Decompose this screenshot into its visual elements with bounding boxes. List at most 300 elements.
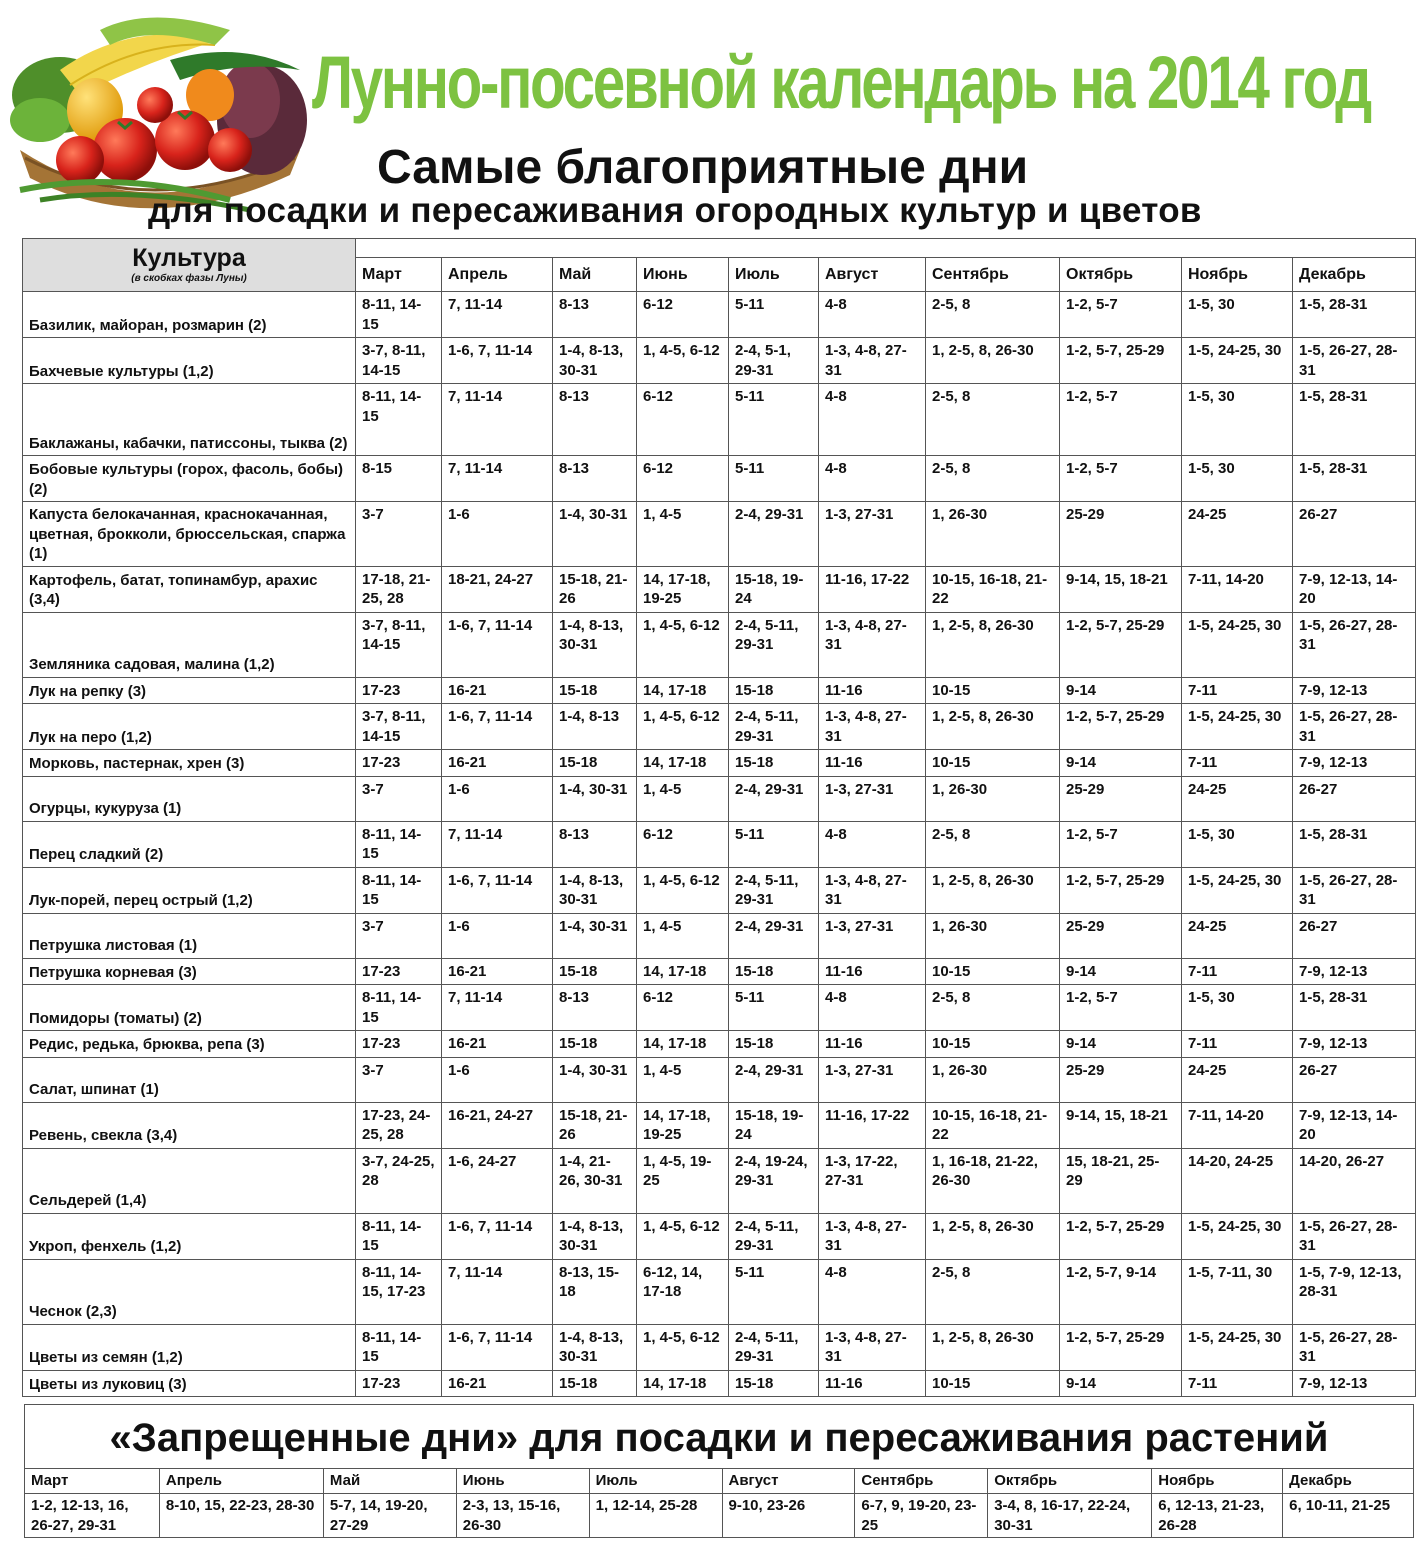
- favorable-days-cell: 1-5, 24-25, 30: [1182, 704, 1293, 750]
- favorable-days-cell: 1-6: [442, 913, 553, 958]
- favorable-days-cell: 1-6: [442, 502, 553, 567]
- forbidden-days-cell: 6-7, 9, 19-20, 23-25: [855, 1494, 988, 1538]
- favorable-days-cell: 4-8: [819, 292, 926, 338]
- favorable-days-cell: 7, 11-14: [442, 456, 553, 502]
- favorable-days-cell: 8-15: [356, 456, 442, 502]
- favorable-days-cell: 9-14: [1060, 1031, 1182, 1058]
- favorable-days-cell: 1, 4-5: [637, 1057, 729, 1102]
- table-row: [23, 985, 1416, 1031]
- favorable-days-cell: 1, 4-5, 6-12: [637, 612, 729, 677]
- favorable-days-cell: 7, 11-14: [442, 985, 553, 1031]
- favorable-days-cell: 16-21: [442, 958, 553, 985]
- favorable-days-cell: 6-12: [637, 821, 729, 867]
- favorable-days-cell: 1-6, 24-27: [442, 1148, 553, 1213]
- table-row: [23, 1148, 1416, 1213]
- favorable-days-cell: 15-18: [553, 958, 637, 985]
- culture-name: Баклажаны, кабачки, патиссоны, тыква (2): [23, 384, 356, 456]
- favorable-days-cell: 6-12: [637, 292, 729, 338]
- favorable-days-cell: 16-21, 24-27: [442, 1102, 553, 1148]
- favorable-days-cell: 8-11, 14-15, 17-23: [356, 1259, 442, 1324]
- culture-name: Земляника садовая, малина (1,2): [23, 612, 356, 677]
- table-row: [23, 913, 1416, 958]
- favorable-days-cell: 1-6, 7, 11-14: [442, 338, 553, 384]
- favorable-days-cell: 6-12: [637, 456, 729, 502]
- favorable-days-cell: 24-25: [1182, 502, 1293, 567]
- month-header: Март: [356, 258, 442, 292]
- favorable-days-cell: 1-4, 21-26, 30-31: [553, 1148, 637, 1213]
- favorable-days-cell: 26-27: [1293, 913, 1416, 958]
- favorable-days-cell: 1, 4-5, 19-25: [637, 1148, 729, 1213]
- month-header: Май: [553, 258, 637, 292]
- favorable-days-cell: 17-23: [356, 1370, 442, 1397]
- favorable-days-cell: 9-14: [1060, 677, 1182, 704]
- favorable-days-cell: 1-6: [442, 776, 553, 821]
- favorable-days-cell: 7-11, 14-20: [1182, 566, 1293, 612]
- month-header: Декабрь: [1293, 258, 1416, 292]
- favorable-days-cell: 17-23: [356, 677, 442, 704]
- table-row: [23, 384, 1416, 456]
- table-row: [23, 566, 1416, 612]
- favorable-days-cell: 1-3, 27-31: [819, 502, 926, 567]
- favorable-days-cell: 14-20, 26-27: [1293, 1148, 1416, 1213]
- table-row: [23, 1031, 1416, 1058]
- favorable-days-cell: 8-11, 14-15: [356, 1213, 442, 1259]
- forbidden-month-header: Сентябрь: [855, 1469, 988, 1494]
- favorable-days-cell: 17-23: [356, 750, 442, 777]
- favorable-days-cell: 17-23: [356, 1031, 442, 1058]
- month-header: Июль: [729, 258, 819, 292]
- table-row: [23, 612, 1416, 677]
- favorable-days-cell: 5-11: [729, 384, 819, 456]
- favorable-days-cell: 5-11: [729, 292, 819, 338]
- favorable-days-cell: 1, 4-5, 6-12: [637, 338, 729, 384]
- month-header: Ноябрь: [1182, 258, 1293, 292]
- favorable-days-cell: 8-11, 14-15: [356, 821, 442, 867]
- table-row: [23, 1057, 1416, 1102]
- favorable-days-cell: 1, 26-30: [926, 1057, 1060, 1102]
- favorable-days-cell: 1-5, 26-27, 28-31: [1293, 1213, 1416, 1259]
- month-header: Сентябрь: [926, 258, 1060, 292]
- favorable-days-cell: 1-5, 30: [1182, 821, 1293, 867]
- favorable-days-cell: 4-8: [819, 384, 926, 456]
- favorable-days-cell: 11-16: [819, 958, 926, 985]
- favorable-days-cell: 1, 4-5, 6-12: [637, 867, 729, 913]
- favorable-days-cell: 2-4, 5-11, 29-31: [729, 1213, 819, 1259]
- favorable-days-cell: 7-11: [1182, 1031, 1293, 1058]
- favorable-days-cell: 1-5, 7-9, 12-13, 28-31: [1293, 1259, 1416, 1324]
- favorable-days-cell: 1-2, 5-7: [1060, 384, 1182, 456]
- favorable-days-cell: 7, 11-14: [442, 1259, 553, 1324]
- favorable-days-cell: 1-5, 26-27, 28-31: [1293, 612, 1416, 677]
- favorable-days-cell: 1-6, 7, 11-14: [442, 867, 553, 913]
- vegetable-basket-icon: [0, 0, 318, 222]
- month-header: Август: [819, 258, 926, 292]
- favorable-days-cell: 5-11: [729, 1259, 819, 1324]
- culture-name: Сельдерей (1,4): [23, 1148, 356, 1213]
- favorable-days-cell: 5-11: [729, 456, 819, 502]
- favorable-days-cell: 1-5, 24-25, 30: [1182, 338, 1293, 384]
- favorable-days-cell: 1-2, 5-7, 25-29: [1060, 338, 1182, 384]
- forbidden-days-cell: 9-10, 23-26: [722, 1494, 855, 1538]
- forbidden-days-cell: 1-2, 12-13, 16, 26-27, 29-31: [25, 1494, 160, 1538]
- table-row: [23, 958, 1416, 985]
- forbidden-days-cell: 3-4, 8, 16-17, 22-24, 30-31: [988, 1494, 1152, 1538]
- favorable-days-cell: 4-8: [819, 1259, 926, 1324]
- favorable-days-cell: 1-6, 7, 11-14: [442, 1213, 553, 1259]
- page-title: Лунно-посевной календарь на 2014 год: [312, 41, 1370, 124]
- favorable-days-cell: 1-5, 26-27, 28-31: [1293, 867, 1416, 913]
- culture-name: Помидоры (томаты) (2): [23, 985, 356, 1031]
- favorable-days-cell: 10-15, 16-18, 21-22: [926, 566, 1060, 612]
- favorable-days-cell: 7-11: [1182, 677, 1293, 704]
- favorable-days-cell: 1-4, 8-13, 30-31: [553, 1213, 637, 1259]
- calendar-table: [22, 238, 1416, 1397]
- favorable-days-cell: 7, 11-14: [442, 821, 553, 867]
- favorable-days-cell: 1, 4-5: [637, 502, 729, 567]
- favorable-days-cell: 1-4, 8-13, 30-31: [553, 338, 637, 384]
- favorable-days-cell: 9-14: [1060, 958, 1182, 985]
- favorable-days-cell: 15-18: [729, 1370, 819, 1397]
- favorable-days-cell: 1, 2-5, 8, 26-30: [926, 338, 1060, 384]
- favorable-days-cell: 2-4, 29-31: [729, 502, 819, 567]
- culture-name: Петрушка корневая (3): [23, 958, 356, 985]
- favorable-days-cell: 1-6, 7, 11-14: [442, 612, 553, 677]
- favorable-days-cell: 1-5, 30: [1182, 456, 1293, 502]
- favorable-days-cell: 1-5, 24-25, 30: [1182, 1324, 1293, 1370]
- favorable-days-cell: 2-5, 8: [926, 821, 1060, 867]
- favorable-days-cell: 15-18, 21-26: [553, 1102, 637, 1148]
- culture-name: Лук-порей, перец острый (1,2): [23, 867, 356, 913]
- favorable-days-cell: 2-5, 8: [926, 384, 1060, 456]
- favorable-days-cell: 11-16, 17-22: [819, 566, 926, 612]
- favorable-days-cell: 24-25: [1182, 776, 1293, 821]
- table-row: [23, 456, 1416, 502]
- favorable-days-cell: 1, 2-5, 8, 26-30: [926, 612, 1060, 677]
- favorable-days-cell: 6-12, 14, 17-18: [637, 1259, 729, 1324]
- favorable-days-cell: 1, 26-30: [926, 913, 1060, 958]
- culture-name: Укроп, фенхель (1,2): [23, 1213, 356, 1259]
- culture-name: Цветы из семян (1,2): [23, 1324, 356, 1370]
- favorable-days-cell: 8-11, 14-15: [356, 1324, 442, 1370]
- favorable-days-cell: 2-4, 29-31: [729, 1057, 819, 1102]
- favorable-days-cell: 15-18: [553, 750, 637, 777]
- forbidden-table: [24, 1468, 1414, 1538]
- favorable-days-cell: 3-7, 8-11, 14-15: [356, 612, 442, 677]
- favorable-days-cell: 7-11: [1182, 1370, 1293, 1397]
- section-subtitle: для посадки и пересаживания огородных культур и цветов: [148, 191, 1202, 230]
- favorable-days-cell: 15-18: [553, 677, 637, 704]
- favorable-days-cell: 1-6, 7, 11-14: [442, 1324, 553, 1370]
- forbidden-days-cell: 8-10, 15, 22-23, 28-30: [159, 1494, 323, 1538]
- favorable-days-cell: 7-9, 12-13: [1293, 1370, 1416, 1397]
- favorable-days-cell: 1, 26-30: [926, 502, 1060, 567]
- culture-name: Перец сладкий (2): [23, 821, 356, 867]
- table-row: [23, 502, 1416, 567]
- favorable-days-cell: 1-5, 26-27, 28-31: [1293, 704, 1416, 750]
- forbidden-month-header: Июнь: [456, 1469, 589, 1494]
- favorable-days-cell: 1-5, 28-31: [1293, 292, 1416, 338]
- favorable-days-cell: 1-3, 4-8, 27-31: [819, 1213, 926, 1259]
- forbidden-month-row: [25, 1469, 1414, 1494]
- table-row: [23, 821, 1416, 867]
- favorable-days-cell: 10-15: [926, 958, 1060, 985]
- favorable-days-cell: 9-14: [1060, 1370, 1182, 1397]
- favorable-days-cell: 15-18: [553, 1370, 637, 1397]
- favorable-days-cell: 1, 2-5, 8, 26-30: [926, 867, 1060, 913]
- table-row: [23, 1370, 1416, 1397]
- forbidden-month-header: Декабрь: [1283, 1469, 1414, 1494]
- favorable-days-cell: 1-4, 8-13, 30-31: [553, 1324, 637, 1370]
- favorable-days-cell: 7, 11-14: [442, 292, 553, 338]
- table-row: [23, 677, 1416, 704]
- favorable-days-cell: 1-2, 5-7: [1060, 292, 1182, 338]
- favorable-days-cell: 2-4, 5-11, 29-31: [729, 867, 819, 913]
- favorable-days-cell: 7-9, 12-13: [1293, 1031, 1416, 1058]
- favorable-days-cell: 1-2, 5-7, 25-29: [1060, 1324, 1182, 1370]
- favorable-days-cell: 15-18: [553, 1031, 637, 1058]
- table-row: [23, 1324, 1416, 1370]
- table-row: [23, 776, 1416, 821]
- favorable-days-cell: 15-18, 19-24: [729, 566, 819, 612]
- favorable-days-cell: 1-6, 7, 11-14: [442, 704, 553, 750]
- favorable-days-cell: 1-3, 4-8, 27-31: [819, 338, 926, 384]
- favorable-days-cell: 1-2, 5-7, 25-29: [1060, 867, 1182, 913]
- culture-name: Огурцы, кукуруза (1): [23, 776, 356, 821]
- favorable-days-cell: 15-18: [729, 677, 819, 704]
- forbidden-days-cell: 6, 10-11, 21-25: [1283, 1494, 1414, 1538]
- favorable-days-cell: 16-21: [442, 1370, 553, 1397]
- favorable-days-cell: 2-4, 5-1, 29-31: [729, 338, 819, 384]
- favorable-days-cell: 16-21: [442, 1031, 553, 1058]
- favorable-days-cell: 15-18, 19-24: [729, 1102, 819, 1148]
- favorable-days-cell: 25-29: [1060, 776, 1182, 821]
- favorable-days-cell: 1, 2-5, 8, 26-30: [926, 1324, 1060, 1370]
- favorable-days-cell: 8-11, 14-15: [356, 867, 442, 913]
- favorable-days-cell: 7, 11-14: [442, 384, 553, 456]
- favorable-days-cell: 14, 17-18: [637, 958, 729, 985]
- favorable-days-cell: 4-8: [819, 456, 926, 502]
- favorable-days-cell: 1-5, 26-27, 28-31: [1293, 1324, 1416, 1370]
- favorable-days-cell: 3-7: [356, 502, 442, 567]
- month-header: Апрель: [442, 258, 553, 292]
- favorable-days-cell: 7-9, 12-13: [1293, 677, 1416, 704]
- favorable-days-cell: 1-2, 5-7, 9-14: [1060, 1259, 1182, 1324]
- forbidden-month-header: Май: [323, 1469, 456, 1494]
- favorable-days-cell: 3-7, 8-11, 14-15: [356, 338, 442, 384]
- favorable-days-cell: 1-3, 27-31: [819, 1057, 926, 1102]
- favorable-days-cell: 8-13: [553, 821, 637, 867]
- culture-header-note: (в скобках фазы Луны): [131, 273, 247, 284]
- favorable-days-cell: 10-15: [926, 1031, 1060, 1058]
- favorable-days-cell: 2-5, 8: [926, 1259, 1060, 1324]
- favorable-days-cell: 17-23, 24-25, 28: [356, 1102, 442, 1148]
- table-row: [23, 1259, 1416, 1324]
- favorable-days-cell: 1-5, 28-31: [1293, 985, 1416, 1031]
- favorable-days-cell: 1-4, 30-31: [553, 502, 637, 567]
- table-row: [23, 704, 1416, 750]
- favorable-days-cell: 1, 4-5, 6-12: [637, 1213, 729, 1259]
- forbidden-days-cell: 6, 12-13, 21-23, 26-28: [1152, 1494, 1283, 1538]
- favorable-days-cell: 10-15: [926, 1370, 1060, 1397]
- favorable-days-cell: 26-27: [1293, 776, 1416, 821]
- favorable-days-cell: 2-4, 29-31: [729, 913, 819, 958]
- favorable-days-cell: 1-3, 4-8, 27-31: [819, 612, 926, 677]
- favorable-days-cell: 1-5, 30: [1182, 985, 1293, 1031]
- favorable-days-cell: 18-21, 24-27: [442, 566, 553, 612]
- favorable-days-cell: 4-8: [819, 821, 926, 867]
- forbidden-month-header: Ноябрь: [1152, 1469, 1283, 1494]
- favorable-days-cell: 6-12: [637, 384, 729, 456]
- favorable-days-cell: 3-7: [356, 1057, 442, 1102]
- favorable-days-cell: 1-5, 26-27, 28-31: [1293, 338, 1416, 384]
- favorable-days-cell: 8-13: [553, 292, 637, 338]
- header-blank-band: [356, 239, 1416, 258]
- table-row: [23, 338, 1416, 384]
- favorable-days-cell: 8-11, 14-15: [356, 292, 442, 338]
- favorable-days-cell: 7-11, 14-20: [1182, 1102, 1293, 1148]
- favorable-days-cell: 1-3, 27-31: [819, 776, 926, 821]
- favorable-days-cell: 9-14, 15, 18-21: [1060, 1102, 1182, 1148]
- favorable-days-cell: 1, 26-30: [926, 776, 1060, 821]
- favorable-days-cell: 3-7, 24-25, 28: [356, 1148, 442, 1213]
- favorable-days-cell: 24-25: [1182, 1057, 1293, 1102]
- favorable-days-cell: 25-29: [1060, 502, 1182, 567]
- culture-name: Капуста белокачанная, краснокачанная, цветная, брокколи, брюссельская, спаржа (1): [23, 502, 356, 567]
- favorable-days-cell: 14, 17-18: [637, 1370, 729, 1397]
- culture-name: Бобовые культуры (горох, фасоль, бобы) (2): [23, 456, 356, 502]
- forbidden-month-header: Март: [25, 1469, 160, 1494]
- favorable-days-cell: 17-23: [356, 958, 442, 985]
- favorable-days-cell: 8-11, 14-15: [356, 985, 442, 1031]
- favorable-days-cell: 15-18: [729, 1031, 819, 1058]
- favorable-days-cell: 1-2, 5-7, 25-29: [1060, 704, 1182, 750]
- culture-name: Салат, шпинат (1): [23, 1057, 356, 1102]
- forbidden-month-header: Октябрь: [988, 1469, 1152, 1494]
- culture-name: Петрушка листовая (1): [23, 913, 356, 958]
- favorable-days-cell: 8-11, 14-15: [356, 384, 442, 456]
- culture-name: Базилик, майоран, розмарин (2): [23, 292, 356, 338]
- table-row: [23, 292, 1416, 338]
- favorable-days-cell: 3-7: [356, 776, 442, 821]
- table-row: [23, 750, 1416, 777]
- favorable-days-cell: 14, 17-18: [637, 677, 729, 704]
- favorable-days-cell: 14, 17-18: [637, 750, 729, 777]
- favorable-days-cell: 2-4, 5-11, 29-31: [729, 612, 819, 677]
- favorable-days-cell: 10-15, 16-18, 21-22: [926, 1102, 1060, 1148]
- favorable-days-cell: 3-7: [356, 913, 442, 958]
- favorable-days-cell: 10-15: [926, 677, 1060, 704]
- favorable-days-cell: 15-18: [729, 750, 819, 777]
- favorable-days-cell: 7-9, 12-13, 14-20: [1293, 566, 1416, 612]
- favorable-days-cell: 1, 16-18, 21-22, 26-30: [926, 1148, 1060, 1213]
- favorable-days-cell: 25-29: [1060, 913, 1182, 958]
- favorable-days-cell: 1-2, 5-7: [1060, 821, 1182, 867]
- favorable-days-cell: 2-4, 5-11, 29-31: [729, 704, 819, 750]
- favorable-days-cell: 1-5, 7-11, 30: [1182, 1259, 1293, 1324]
- favorable-days-cell: 15-18, 21-26: [553, 566, 637, 612]
- favorable-days-cell: 2-4, 19-24, 29-31: [729, 1148, 819, 1213]
- culture-name: Редис, редька, брюква, репа (3): [23, 1031, 356, 1058]
- culture-name: Картофель, батат, топинамбур, арахис (3,4): [23, 566, 356, 612]
- favorable-days-cell: 10-15: [926, 750, 1060, 777]
- favorable-days-cell: 9-14: [1060, 750, 1182, 777]
- favorable-days-cell: 15, 18-21, 25-29: [1060, 1148, 1182, 1213]
- favorable-days-cell: 1-2, 5-7, 25-29: [1060, 612, 1182, 677]
- favorable-days-cell: 14, 17-18, 19-25: [637, 1102, 729, 1148]
- favorable-days-cell: 7-11: [1182, 958, 1293, 985]
- table-row: [23, 867, 1416, 913]
- favorable-days-cell: 8-13: [553, 456, 637, 502]
- favorable-days-cell: 1-3, 4-8, 27-31: [819, 1324, 926, 1370]
- favorable-days-cell: 1-3, 4-8, 27-31: [819, 704, 926, 750]
- favorable-days-cell: 11-16: [819, 750, 926, 777]
- favorable-days-cell: 8-13: [553, 384, 637, 456]
- favorable-days-cell: 2-5, 8: [926, 985, 1060, 1031]
- forbidden-month-header: Август: [722, 1469, 855, 1494]
- favorable-days-cell: 5-11: [729, 821, 819, 867]
- favorable-days-cell: 1-4, 30-31: [553, 776, 637, 821]
- section-title: Самые благоприятные дни: [377, 141, 1029, 194]
- favorable-days-cell: 1-4, 8-13, 30-31: [553, 612, 637, 677]
- favorable-days-cell: 1-2, 5-7: [1060, 985, 1182, 1031]
- favorable-days-cell: 1-4, 8-13: [553, 704, 637, 750]
- favorable-days-cell: 1, 2-5, 8, 26-30: [926, 1213, 1060, 1259]
- favorable-days-cell: 1-5, 28-31: [1293, 821, 1416, 867]
- table-row: [23, 1102, 1416, 1148]
- culture-name: Цветы из луковиц (3): [23, 1370, 356, 1397]
- culture-name: Морковь, пастернак, хрен (3): [23, 750, 356, 777]
- favorable-days-cell: 17-18, 21-25, 28: [356, 566, 442, 612]
- calendar-body: [23, 292, 1416, 1397]
- favorable-days-cell: 26-27: [1293, 1057, 1416, 1102]
- favorable-days-cell: 1-2, 5-7: [1060, 456, 1182, 502]
- favorable-days-cell: 8-13, 15-18: [553, 1259, 637, 1324]
- favorable-days-cell: 1-4, 8-13, 30-31: [553, 867, 637, 913]
- favorable-days-cell: 2-5, 8: [926, 456, 1060, 502]
- favorable-days-cell: 26-27: [1293, 502, 1416, 567]
- favorable-days-cell: 1-5, 30: [1182, 292, 1293, 338]
- favorable-days-cell: 1-2, 5-7, 25-29: [1060, 1213, 1182, 1259]
- culture-name: Чеснок (2,3): [23, 1259, 356, 1324]
- favorable-days-cell: 5-11: [729, 985, 819, 1031]
- favorable-days-cell: 1-4, 30-31: [553, 913, 637, 958]
- favorable-days-cell: 14, 17-18: [637, 1031, 729, 1058]
- month-header: Июнь: [637, 258, 729, 292]
- favorable-days-cell: 1, 4-5, 6-12: [637, 704, 729, 750]
- table-row: [23, 1213, 1416, 1259]
- forbidden-days-cell: 5-7, 14, 19-20, 27-29: [323, 1494, 456, 1538]
- favorable-days-cell: 1-3, 4-8, 27-31: [819, 867, 926, 913]
- favorable-days-cell: 7-9, 12-13: [1293, 750, 1416, 777]
- forbidden-days-row: [25, 1494, 1414, 1538]
- favorable-days-cell: 24-25: [1182, 913, 1293, 958]
- favorable-days-cell: 2-4, 29-31: [729, 776, 819, 821]
- favorable-days-cell: 1-5, 28-31: [1293, 456, 1416, 502]
- favorable-days-cell: 11-16: [819, 1031, 926, 1058]
- culture-name: Лук на репку (3): [23, 677, 356, 704]
- favorable-days-cell: 1, 4-5: [637, 776, 729, 821]
- favorable-days-cell: 1-5, 24-25, 30: [1182, 867, 1293, 913]
- favorable-days-cell: 1-5, 24-25, 30: [1182, 612, 1293, 677]
- favorable-days-cell: 11-16, 17-22: [819, 1102, 926, 1148]
- favorable-days-cell: 7-9, 12-13, 14-20: [1293, 1102, 1416, 1148]
- favorable-days-cell: 11-16: [819, 677, 926, 704]
- favorable-days-cell: 1-6: [442, 1057, 553, 1102]
- favorable-days-cell: 25-29: [1060, 1057, 1182, 1102]
- favorable-days-cell: 4-8: [819, 985, 926, 1031]
- favorable-days-cell: 1-3, 17-22, 27-31: [819, 1148, 926, 1213]
- favorable-days-cell: 6-12: [637, 985, 729, 1031]
